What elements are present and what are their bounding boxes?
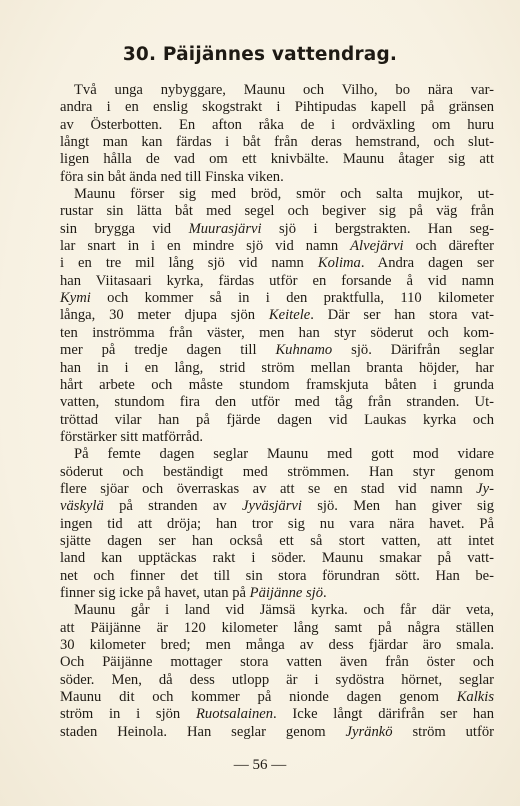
text-line: Maunu går i land vid Jämsä kyrka. och får där veta,: [74, 602, 494, 619]
text-line: i en tre mil lång sjö vid namn Kolima. Andra dagen ser: [60, 255, 494, 272]
text-line: Och Päijänne mottager stora vatten även från öster och: [60, 654, 494, 671]
text-line: förstärker sitt matförråd.: [60, 428, 204, 445]
text-line: På femte dagen seglar Maunu med gott mod vidare: [74, 446, 494, 463]
text-line: net och finner det till sin stora förundran sött. Han be-: [60, 567, 494, 584]
text-line: ingen tid att dröja; han tror sig nu vara nära havet. På: [60, 515, 494, 532]
text-line: han in i en lång, strid ström mellan branta höjder, har: [60, 359, 494, 376]
text-line: ten inströmma från väster, men han styr söderut och kom-: [60, 324, 494, 341]
text-line: andra i en enslig skogstrakt i Pihtipudas kapell på gränsen: [60, 99, 494, 116]
text-line: ström in i sjön Ruotsalainen. Icke långt därifrån ser han: [60, 706, 495, 723]
text-line: långt man kan färdas i båt från deras hemstrand, och slut-: [60, 134, 494, 151]
text-line: av Österbotten. En afton råka de i ordväxling om huru: [60, 116, 494, 133]
text-line: ligen hålla de vad om ett knivbälte. Maunu åtager sig att: [60, 151, 494, 168]
text-line: att Päijänne är 120 kilometer lång samt på några ställen: [60, 619, 494, 636]
text-line: söderut och beständigt med strömmen. Han styr genom: [60, 463, 494, 480]
text-line: land kan upptäckas rakt i söder. Maunu smakar på vatt-: [60, 550, 494, 567]
text-line: lar snart in i en mindre sjö vid namn Alvejärvi och därefter: [60, 238, 495, 255]
text-line: väskylä på stranden av Jyväsjärvi sjö. Men han giver sig: [60, 498, 494, 515]
text-line: flere sjöar och överraskas av att se en stad vid namn Jy-: [60, 480, 494, 497]
text-line: Maunu dit och kommer på nionde dagen genom Kalkis: [60, 689, 494, 706]
text-line: finner sig icke på havet, utan på Päijänne sjö.: [60, 584, 327, 601]
text-line: sjätte dagen ser han också ett så stort vatten, att intet: [60, 532, 494, 549]
text-line: tröttad vilar han på fjärde dagen vid Laukas kyrka och: [60, 411, 494, 428]
text-line: sin brygga vid Muurasjärvi sjö i bergstrakten. Han seg-: [60, 220, 495, 237]
text-line: föra sin båt ända ned till Finska viken.: [60, 168, 284, 185]
text-line: 30 kilometer bred; men många av dess fjärdar äro smala.: [60, 637, 494, 653]
text-line: långa, 30 meter djupa sjön Keitele. Där ser han stora vat-: [60, 307, 494, 324]
text-line: Två unga nybyggare, Maunu och Vilho, bo nära var-: [74, 82, 494, 98]
text-line: han Viitasaari kyrka, färdas utför en forsande å vid namn: [60, 272, 494, 289]
page-number: — 56 —: [233, 757, 287, 773]
text-line: mer på tredje dagen till Kuhnamo sjö. Därifrån seglar: [60, 342, 494, 359]
text-line: hårt arbete och måste stundom framskjuta båten i grunda: [60, 376, 494, 393]
text-line: staden Heinola. Han seglar genom Jyränkö ström utför: [60, 723, 494, 740]
body-text: [60, 82, 494, 741]
chapter-title: 30. Päijännes vattendrag.: [122, 44, 398, 65]
text-line: Maunu förser sig med bröd, smör och salta mujkor, ut-: [74, 186, 494, 203]
text-line: rustar sin lätta båt med segel och begiver sig på väg från: [60, 203, 494, 220]
text-line: söder. Men, då dess utlopp är i sydöstra hörnet, seglar: [60, 671, 494, 688]
text-line: Kymi och kommer så in i den praktfulla, 110 kilometer: [60, 290, 494, 307]
text-line: vatten, stundom fira den utför med tåg från stranden. Ut-: [60, 394, 494, 411]
